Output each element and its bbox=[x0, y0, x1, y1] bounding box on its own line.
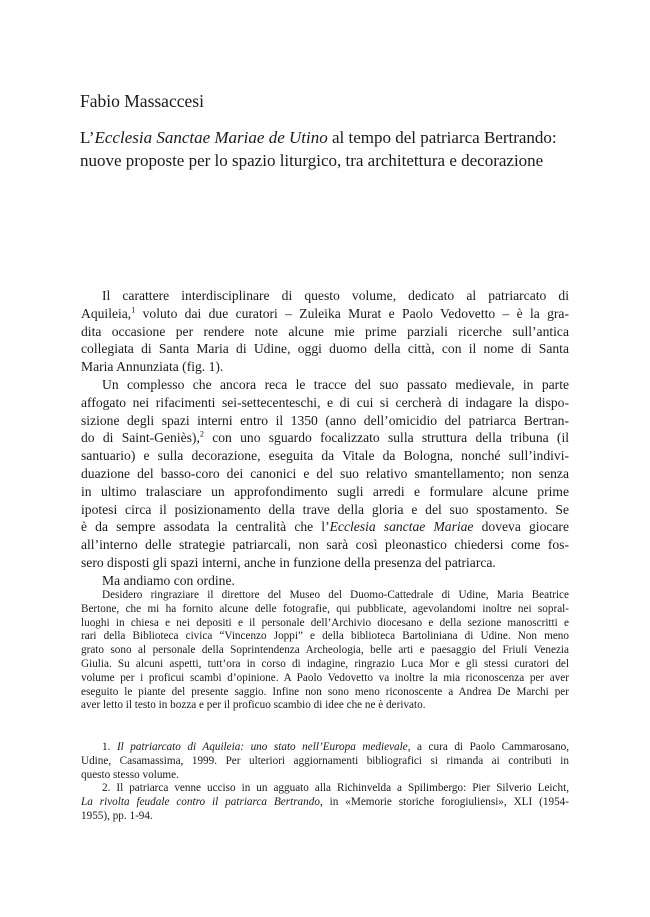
footnote-1 bbox=[81, 741, 569, 755]
footnote-line: Udine, Casamassima, 1999. Per ulteriori aggiornamenti bibliografici si rimanda ai contributi in bbox=[81, 754, 569, 767]
footnote-fragment: , a cura di Paolo Cammarosano, bbox=[407, 741, 569, 753]
title-prefix: L’ bbox=[80, 128, 95, 147]
body-line: santuario) e sulla decorazione, eseguita da Vitale da Bologna, nonché sull’indivi- bbox=[81, 448, 569, 464]
title-rest: al tempo del patriarca Bertrando: bbox=[327, 128, 557, 147]
ack-line: aver letto il testo in bozza e per il proficuo scambio di idee che ne è derivato. bbox=[81, 699, 426, 712]
footnote-ref-1: 1 bbox=[131, 305, 136, 315]
ack-line: Bertone, che mi ha fornito alcune delle fotografie, qui pubblicate, agevolandomi inoltre nei sopral- bbox=[81, 602, 569, 615]
ack-line: eseguito le piante del presente saggio. Infine non sono meno riconoscente a Andrea De Marchi per bbox=[81, 685, 569, 698]
body-line bbox=[81, 429, 569, 447]
body-line bbox=[81, 518, 569, 536]
footnote-italic: La rivolta feudale contro il patriarca Bertrando bbox=[81, 796, 320, 809]
ack-line: luoghi in chiesa e nei depositi e il personale dell’Archivio diocesano e della sezione manoscritti e bbox=[81, 616, 569, 629]
footnote-fragment: , in «Memorie storiche forogiuliensi», XLI (1954- bbox=[319, 796, 569, 809]
body-text bbox=[81, 287, 569, 590]
article-title bbox=[80, 126, 580, 172]
footnote-italic: Il patriarcato di Aquileia: uno stato nell’Europa medievale bbox=[116, 741, 408, 753]
ack-line: Giulia. Su alcuni aspetti, tutt’ora in corso di indagine, ringrazio Luca Mor e gli stessi curatori del bbox=[81, 657, 569, 670]
body-fragment: Aquileia, bbox=[81, 305, 132, 321]
footnote-line: 1955), pp. 1-94. bbox=[81, 809, 153, 822]
acknowledgements bbox=[81, 589, 569, 713]
body-italic: Ecclesia sanctae Mariae bbox=[329, 519, 474, 535]
ack-line: grato sono al personale della Soprintendenza Archeologia, belle arti e paesaggio del Friuli Venezia bbox=[81, 644, 569, 657]
footnotes bbox=[81, 741, 569, 824]
footnote-number: 1. bbox=[102, 741, 117, 753]
body-line: dita occasione per rendere note alcune mie prime parziali ricerche sull’antica bbox=[81, 323, 569, 339]
ack-line: Desidero ringraziare il direttore del Museo del Duomo-Cattedrale di Udine, Maria Beatrice bbox=[102, 589, 569, 601]
footnote-2: 2. Il patriarca venne ucciso in un agguato alla Richinvelda a Spilimbergo: Pier Silverio Leicht, bbox=[102, 782, 569, 795]
body-fragment: doveva giocare bbox=[473, 519, 569, 535]
body-line: in ultimo tralasciare un approfondimento sugli arredi e formulare alcune prime bbox=[81, 483, 569, 499]
author-name: Fabio Massaccesi bbox=[80, 91, 204, 111]
body-line: ipotesi circa il posizionamento della trave della gloria e del suo spostamento. Se bbox=[81, 501, 569, 517]
footnote-line: questo stesso volume. bbox=[81, 768, 179, 781]
body-line: sero disposti gli spazi interni, anche in funzione della presenza del patriarca. bbox=[81, 554, 496, 570]
body-line: affogato nei rifacimenti sei-settecenteschi, e di cui si cercherà di indagare la dispo- bbox=[81, 394, 569, 410]
body-line: all’interno delle strategie patriarcali, non sarà così pleonastico chiedersi come fos- bbox=[81, 537, 569, 553]
title-line-2: nuove proposte per lo spazio liturgico, tra architettura e decorazione bbox=[80, 151, 544, 170]
footnote-ref-2: 2 bbox=[199, 429, 204, 439]
title-italic: Ecclesia Sanctae Mariae de Utino bbox=[94, 128, 328, 147]
ack-line: rari della Biblioteca civica “Vincenzo Joppi” e della biblioteca Bartoliniana di Udine. Non meno bbox=[81, 630, 569, 643]
footnote-line bbox=[81, 796, 569, 810]
body-line: collegiata di Santa Maria di Udine, oggi duomo della città, con il nome di Santa bbox=[81, 341, 569, 357]
body-line: duazione del basso-coro dei canonici e del suo relativo smantellamento; non senza bbox=[81, 465, 569, 481]
body-line: Ma andiamo con ordine. bbox=[102, 572, 235, 588]
body-line bbox=[81, 305, 569, 323]
body-fragment: do di Saint-Geniès), bbox=[81, 430, 200, 446]
body-line: Il carattere interdisciplinare di questo volume, dedicato al patriarcato di bbox=[102, 288, 569, 303]
body-fragment: voluto dai due curatori – Zuleika Murat e Paolo Vedovetto – è la gra- bbox=[135, 305, 569, 321]
body-line: Un complesso che ancora reca le tracce del suo passato medievale, in parte bbox=[102, 376, 569, 392]
ack-line: volume per i proficui scambi d’opinione. A Paolo Vedovetto va inoltre la mia riconoscenza per aver bbox=[81, 671, 569, 684]
body-fragment: con uno sguardo focalizzato sulla struttura della tribuna (il bbox=[203, 430, 569, 446]
body-line: Maria Annunziata (fig. 1). bbox=[81, 359, 224, 375]
body-line: sizione degli spazi interni entro il 1350 (anno dell’omicidio del patriarca Bertran- bbox=[81, 412, 569, 428]
title-line-1 bbox=[80, 126, 580, 149]
body-fragment: è da sempre assodata la centralità che l’ bbox=[81, 519, 330, 535]
